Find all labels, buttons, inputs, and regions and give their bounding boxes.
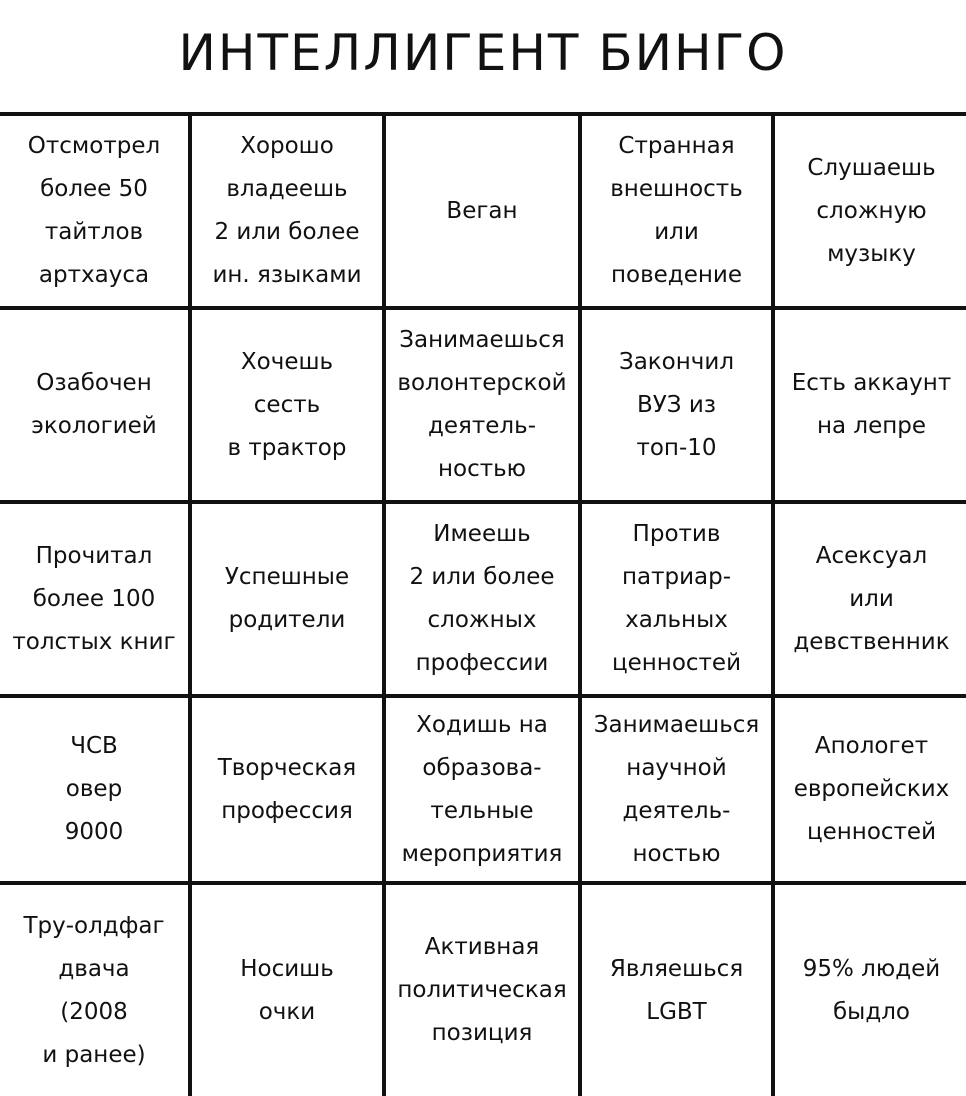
bingo-cell-text: Имеешь 2 или более сложных профессии	[409, 521, 555, 676]
bingo-cell	[0, 310, 192, 504]
bingo-cell-text: Против патриар- хальных ценностей	[611, 521, 742, 676]
bingo-grid	[0, 112, 966, 1092]
bingo-cell-text: Творческая профессия	[217, 754, 357, 824]
bingo-cell-text: Хочешь сесть в трактор	[227, 348, 347, 461]
bingo-cell-text: Асексуал или девственник	[793, 542, 950, 655]
bingo-cell	[775, 698, 966, 885]
bingo-cell	[192, 504, 386, 698]
bingo-cell	[775, 310, 966, 504]
bingo-cell	[582, 504, 775, 698]
bingo-cell	[0, 504, 192, 698]
bingo-cell-text: ЧСВ овер 9000	[64, 733, 124, 845]
bingo-cell-text: 95% людей быдло	[802, 955, 941, 1025]
bingo-cell	[775, 885, 966, 1096]
bingo-cell	[582, 698, 775, 885]
bingo-cell-text: Закончил ВУЗ из топ-10	[618, 348, 735, 461]
bingo-cell	[192, 885, 386, 1096]
bingo-cell-text: Тру-олдфаг двача (2008 и ранее)	[23, 912, 165, 1068]
bingo-cell-text: Веган	[446, 197, 518, 224]
bingo-cell-text: Прочитал более 100 толстых книг	[12, 542, 176, 655]
bingo-cell	[386, 504, 582, 698]
bingo-cell-text: Являешься LGBT	[609, 955, 744, 1025]
bingo-cell	[386, 310, 582, 504]
bingo-cell	[386, 698, 582, 885]
bingo-cell	[775, 504, 966, 698]
bingo-cell	[775, 116, 966, 310]
bingo-cell	[582, 885, 775, 1096]
bingo-title: ИНТЕЛЛИГЕНТ БИНГО	[178, 24, 788, 82]
bingo-cell	[582, 116, 775, 310]
bingo-cell	[582, 310, 775, 504]
bingo-cell-text: Хорошо владеешь 2 или более ин. языками	[212, 133, 362, 288]
bingo-cell-text: Активная политическая позиция	[397, 934, 567, 1046]
bingo-cell-text: Носишь очки	[240, 955, 334, 1025]
bingo-cell	[192, 310, 386, 504]
bingo-cell-text: Есть аккаунт на лепре	[791, 370, 952, 439]
bingo-cell-text: Странная внешность или поведение	[610, 133, 743, 288]
bingo-cell	[0, 116, 192, 310]
bingo-cell-text: Занимаешься научной деятель- ностью	[593, 711, 760, 867]
bingo-cell	[192, 116, 386, 310]
bingo-cell-text: Озабочен экологией	[31, 370, 157, 439]
bingo-cell-text: Слушаешь сложную музыку	[807, 154, 936, 267]
bingo-cell-text: Апологет европейских ценностей	[793, 733, 950, 845]
bingo-cell	[192, 698, 386, 885]
bingo-cell	[0, 885, 192, 1096]
bingo-cell-text: Занимаешься волонтерской деятель- ностью	[397, 327, 567, 482]
bingo-cell	[386, 885, 582, 1096]
bingo-cell	[0, 698, 192, 885]
bingo-cell-text: Успешные родители	[224, 564, 350, 633]
bingo-cell-text: Ходишь на образова- тельные мероприятия	[401, 711, 563, 867]
bingo-cell	[386, 116, 582, 310]
bingo-cell-text: Отсмотрел более 50 тайтлов артхауса	[27, 133, 161, 288]
